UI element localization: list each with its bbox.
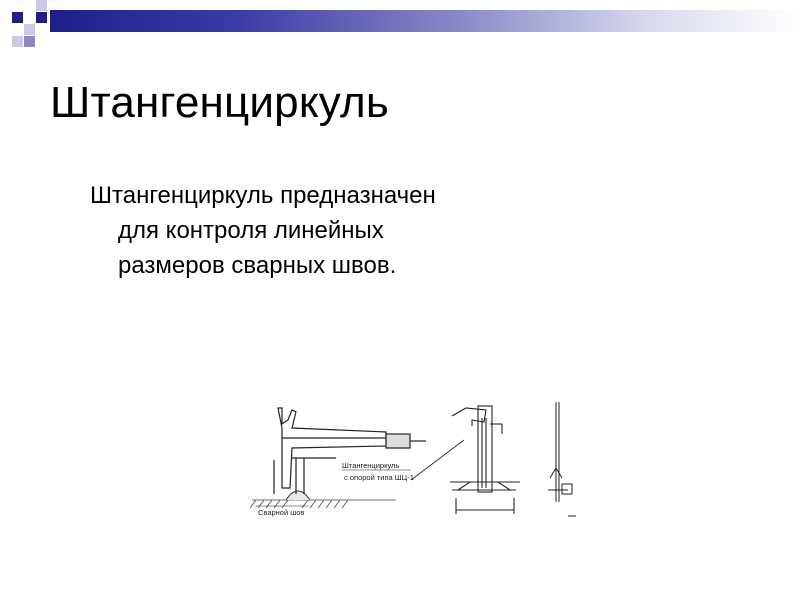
label-caliper: Штангенциркуль	[342, 461, 400, 470]
label-weld: Сварной шов	[258, 508, 305, 517]
slide-body-text: Штангенциркуль предназначен для контроля линейных размеров сварных швов.	[90, 182, 436, 279]
slide-title: Штангенциркуль	[50, 78, 390, 127]
ground-hatch	[250, 500, 396, 508]
decor-square	[36, 0, 47, 11]
decor-square	[24, 36, 35, 47]
caliper-right	[548, 402, 576, 516]
caliper-diagram	[246, 398, 580, 530]
header-gradient-bar	[50, 10, 800, 32]
decor-square	[12, 36, 23, 47]
decor-square	[36, 12, 47, 23]
decor-square	[24, 24, 35, 35]
weld-bead	[286, 491, 310, 500]
caliper-drawing	[246, 398, 580, 530]
leader-line	[411, 440, 464, 480]
label-caliper-support: с опорой типа ШЦ-1	[344, 473, 414, 482]
header-decoration	[0, 0, 800, 40]
decor-square	[12, 12, 23, 23]
caliper-middle	[450, 406, 520, 514]
